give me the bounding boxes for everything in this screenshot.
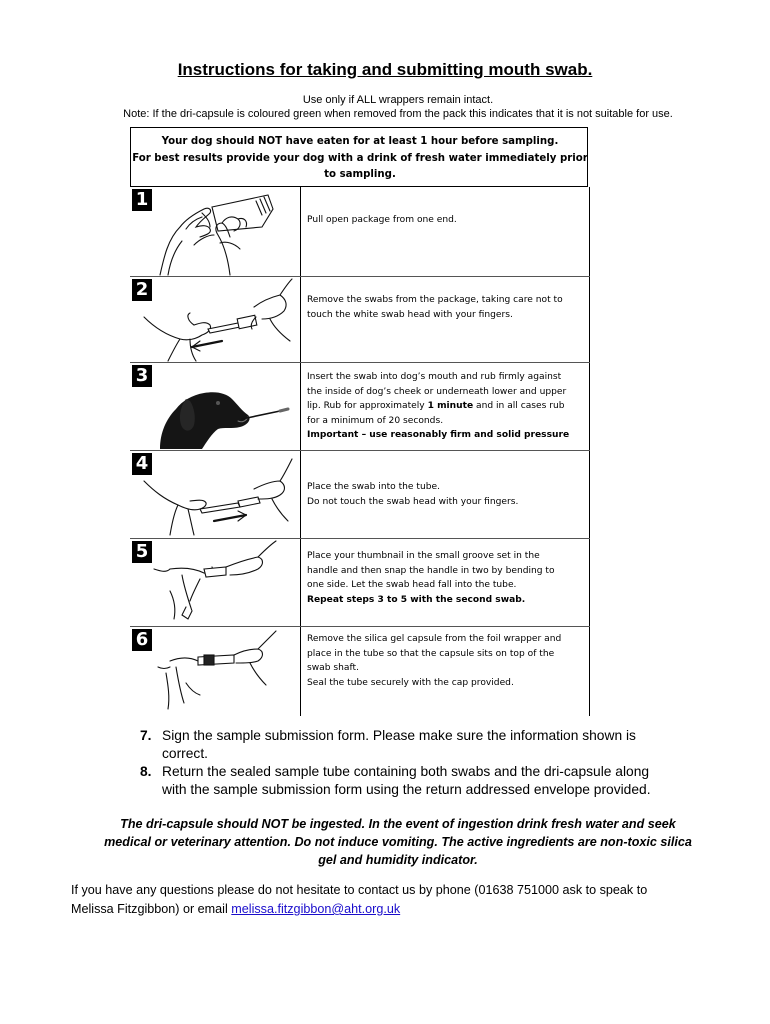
hands-removing-swab-illustration	[130, 277, 300, 363]
fasting-notice-line-2: For best results provide your dog with a drink of fresh water immediately prior	[132, 152, 588, 164]
instruction-row-1	[130, 187, 590, 277]
step-6-text-line-1: Remove the silica gel capsule from the foil wrapper and	[307, 634, 562, 644]
contact-email-link[interactable]: melissa.fitzgibbon@aht.org.uk	[231, 902, 401, 916]
step-8-number: 8.	[140, 764, 152, 779]
instruction-row-2	[130, 277, 590, 363]
step-number-5: 5	[132, 541, 152, 563]
step-2-text-line-2: touch the white swab head with your fingers.	[307, 309, 513, 320]
step-7-line-2: correct.	[162, 746, 208, 761]
fasting-notice-box	[130, 127, 588, 187]
step-6-text-line-4: Seal the tube securely with the cap provided.	[307, 677, 514, 688]
page-title: Instructions for taking and submitting mouth swab.	[177, 60, 593, 79]
dri-capsule-note: Note: If the dri-capsule is coloured green when removed from the pack this indicates that it is not suitable for use.	[123, 108, 673, 120]
instruction-row-4	[130, 451, 590, 539]
fasting-notice-line-1: Your dog should NOT have eaten for at least 1 hour before sampling.	[161, 136, 559, 147]
hands-sealing-tube-illustration	[130, 627, 300, 717]
step-7-line-1: Sign the sample submission form. Please make sure the information shown is	[162, 728, 636, 743]
step-8-line-2: with the sample submission form using the return addressed envelope provided.	[162, 782, 651, 797]
step-number-3: 3	[132, 365, 152, 387]
fasting-notice-line-3: to sampling.	[324, 169, 396, 180]
warning-line-1: The dri-capsule should NOT be ingested. In the event of ingestion drink fresh water and seek	[120, 817, 676, 831]
step-5-text-line-2: handle and then snap the handle in two by bending to	[307, 565, 555, 576]
instruction-row-3	[130, 363, 590, 451]
hands-opening-package-illustration	[130, 187, 300, 277]
step-number-6: 6	[132, 629, 152, 651]
warning-line-2: medical or veterinary attention. Do not induce vomiting. The active ingredients are non-toxic silica	[104, 835, 692, 849]
contact-line-2: Melissa Fitzgibbon) or email melissa.fitzgibbon@aht.org.uk	[71, 902, 401, 916]
step-number-2: 2	[132, 279, 152, 301]
step-6-text-line-3: swab shaft.	[307, 663, 359, 673]
step-3-text-line-1: Insert the swab into dog’s mouth and rub firmly against	[307, 372, 562, 382]
final-steps-list	[136, 727, 736, 799]
contact-info	[71, 881, 751, 919]
step-4-text-line-2: Do not touch the swab head with your fingers.	[307, 496, 519, 507]
ingestion-warning	[62, 815, 734, 869]
instruction-row-6	[130, 627, 590, 717]
step-1-text-line-1: Pull open package from one end.	[307, 215, 457, 225]
step-3-duration: 1 minute	[427, 401, 474, 411]
step-number-1: 1	[132, 189, 152, 211]
step-number-4: 4	[132, 453, 152, 475]
usage-notice: Use only if ALL wrappers remain intact.	[302, 94, 494, 106]
step-5-text-line-3: one side. Let the swab head fall into the tube.	[307, 580, 517, 590]
step-5-repeat-note: Repeat steps 3 to 5 with the second swab.	[307, 594, 526, 605]
step-4-text-line-1: Place the swab into the tube.	[307, 482, 441, 492]
step-8-line-1: Return the sealed sample tube containing both swabs and the dri-capsule along	[162, 764, 650, 779]
step-2-text-line-1: Remove the swabs from the package, taking care not to	[307, 295, 563, 305]
step-3-text-line-4: for a minimum of 20 seconds.	[307, 415, 444, 426]
instruction-row-5	[130, 539, 590, 627]
list-item-step-8	[136, 763, 736, 799]
step-5-text-line-1: Place your thumbnail in the small groove set in the	[307, 551, 540, 561]
step-3-text-line-2: the inside of dog’s cheek or underneath lower and upper	[307, 386, 567, 397]
step-3-text-line-3: lip. Rub for approximately 1 minute and in all cases rub	[307, 401, 565, 411]
step-3-important-note: Important – use reasonably firm and solid pressure	[307, 430, 570, 440]
warning-line-3: gel and humidity indicator.	[318, 853, 478, 867]
hands-snapping-handle-illustration	[130, 539, 300, 627]
dog-mouth-swab-illustration	[130, 363, 300, 451]
step-7-number: 7.	[140, 728, 152, 743]
instruction-table	[130, 127, 590, 717]
hands-placing-swab-in-tube-illustration	[130, 451, 300, 539]
list-item-step-7	[136, 727, 736, 763]
step-6-text-line-2: place in the tube so that the capsule sits on top of the	[307, 648, 555, 659]
contact-line-1: If you have any questions please do not hesitate to contact us by phone (01638 751000 ask to speak to	[71, 883, 648, 897]
